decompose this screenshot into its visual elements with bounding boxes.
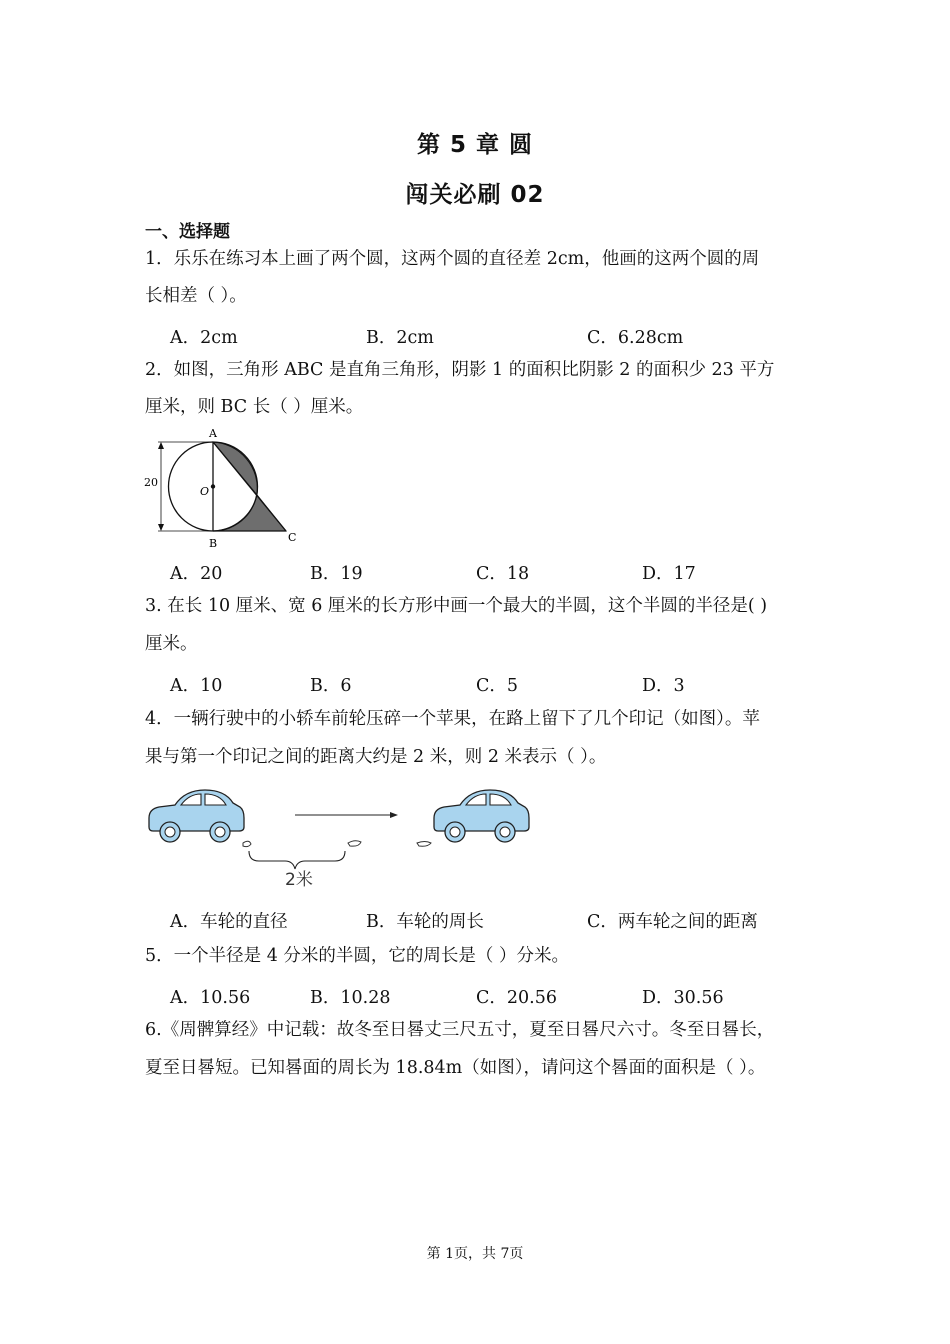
- option-a[interactable]: A．10: [170, 676, 223, 696]
- option-a[interactable]: A．20: [170, 564, 223, 584]
- option-c[interactable]: C．18: [476, 564, 530, 584]
- question-text: 5．一个半径是 4 分米的半圆，它的周长是（ ）分米。: [145, 946, 569, 966]
- question-text: 2．如图，三角形 ABC 是直角三角形，阴影 1 的面积比阴影 2 的面积少 23 平方: [145, 360, 775, 380]
- option-a[interactable]: A．车轮的直径: [170, 912, 288, 932]
- question-text: 厘米。: [145, 634, 198, 654]
- page-subtitle: 闯关必刷 02: [405, 182, 545, 208]
- center-o-label: O: [200, 485, 210, 498]
- point-b-label: B: [209, 537, 218, 550]
- car-tracks-figure: [145, 785, 535, 890]
- option-c[interactable]: C．6.28cm: [587, 328, 684, 348]
- distance-label: 2米: [285, 870, 313, 890]
- option-d[interactable]: D．3: [642, 676, 685, 696]
- option-b[interactable]: B．2cm: [366, 328, 434, 348]
- section-heading: 一、选择题: [145, 222, 230, 242]
- chapter-title: 第 5 章 圆: [416, 132, 534, 158]
- option-b[interactable]: B．6: [310, 676, 352, 696]
- question-text: 6.《周髀算经》中记载：故冬至日晷丈三尺五寸，夏至日晷尺六寸。冬至日晷长，: [145, 1020, 775, 1040]
- option-d[interactable]: D．17: [642, 564, 696, 584]
- question-text: 夏至日晷短。已知晷面的周长为 18.84m（如图），请问这个晷面的面积是（ ）。: [145, 1058, 766, 1078]
- page-footer: 第 1页，共 7页: [426, 1246, 524, 1262]
- question-text: 4．一辆行驶中的小轿车前轮压碎一个苹果，在路上留下了几个印记（如图）。苹: [145, 709, 760, 729]
- car-left-icon: [149, 790, 244, 842]
- point-a-label: A: [209, 427, 217, 440]
- option-b[interactable]: B．车轮的周长: [366, 912, 484, 932]
- car-right-icon: [434, 790, 529, 842]
- point-c-label: C: [288, 531, 297, 544]
- dimension-label: 20: [144, 476, 158, 489]
- question-text: 3. 在长 10 厘米、宽 6 厘米的长方形中画一个最大的半圆，这个半圆的半径是( ): [145, 596, 768, 616]
- option-a[interactable]: A．2cm: [170, 328, 238, 348]
- circle-triangle-figure: [140, 425, 310, 550]
- question-text: 1．乐乐在练习本上画了两个圆，这两个圆的直径差 2cm，他画的这两个圆的周: [145, 249, 760, 269]
- question-text: 长相差（ ）。: [145, 286, 247, 306]
- option-a[interactable]: A．10.56: [170, 988, 251, 1008]
- option-d[interactable]: D．30.56: [642, 988, 724, 1008]
- option-c[interactable]: C．20.56: [476, 988, 557, 1008]
- option-c[interactable]: C．两车轮之间的距离: [587, 912, 758, 932]
- option-c[interactable]: C．5: [476, 676, 519, 696]
- question-text: 果与第一个印记之间的距离大约是 2 米，则 2 米表示（ ）。: [145, 747, 607, 767]
- question-text: 厘米，则 BC 长（ ）厘米。: [145, 397, 364, 417]
- option-b[interactable]: B．10.28: [310, 988, 391, 1008]
- option-b[interactable]: B．19: [310, 564, 363, 584]
